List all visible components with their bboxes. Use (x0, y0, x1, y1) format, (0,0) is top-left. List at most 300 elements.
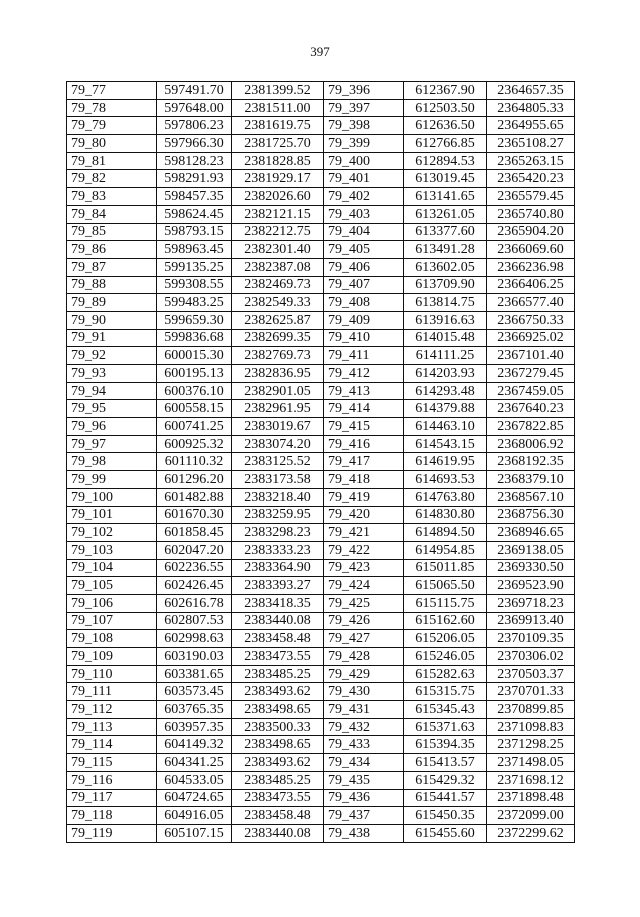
cell-point-id-right: 79_436 (324, 789, 404, 807)
cell-x-left: 599308.55 (157, 276, 232, 294)
table-row (67, 418, 575, 436)
table-row (67, 453, 575, 471)
cell-y-right: 2365420.23 (487, 170, 575, 188)
cell-point-id-left: 79_115 (67, 754, 157, 772)
cell-point-id-left: 79_110 (67, 665, 157, 683)
cell-x-right: 615282.63 (404, 665, 487, 683)
cell-x-right: 614379.88 (404, 400, 487, 418)
cell-y-right: 2364805.33 (487, 99, 575, 117)
table-row (67, 223, 575, 241)
cell-y-right: 2365579.45 (487, 188, 575, 206)
table-row (67, 329, 575, 347)
cell-x-right: 615065.50 (404, 577, 487, 595)
cell-point-id-left: 79_87 (67, 258, 157, 276)
cell-x-right: 613814.75 (404, 294, 487, 312)
cell-point-id-right: 79_421 (324, 524, 404, 542)
cell-x-left: 604724.65 (157, 789, 232, 807)
table-row (67, 241, 575, 259)
cell-x-left: 600195.13 (157, 365, 232, 383)
cell-point-id-right: 79_410 (324, 329, 404, 347)
cell-point-id-left: 79_119 (67, 824, 157, 842)
cell-x-left: 602236.55 (157, 559, 232, 577)
cell-x-left: 598624.45 (157, 205, 232, 223)
cell-point-id-right: 79_425 (324, 594, 404, 612)
cell-point-id-right: 79_423 (324, 559, 404, 577)
cell-x-right: 615115.75 (404, 594, 487, 612)
cell-point-id-right: 79_428 (324, 648, 404, 666)
cell-y-right: 2368006.92 (487, 435, 575, 453)
cell-y-left: 2383333.23 (232, 541, 324, 559)
cell-x-right: 613916.63 (404, 311, 487, 329)
cell-point-id-left: 79_95 (67, 400, 157, 418)
cell-y-left: 2383485.25 (232, 771, 324, 789)
cell-y-left: 2383440.08 (232, 824, 324, 842)
cell-y-right: 2366236.98 (487, 258, 575, 276)
cell-point-id-left: 79_77 (67, 82, 157, 100)
table-row (67, 665, 575, 683)
cell-point-id-left: 79_112 (67, 701, 157, 719)
cell-y-left: 2382387.08 (232, 258, 324, 276)
cell-y-right: 2370306.02 (487, 648, 575, 666)
cell-point-id-right: 79_414 (324, 400, 404, 418)
cell-point-id-left: 79_82 (67, 170, 157, 188)
cell-point-id-left: 79_97 (67, 435, 157, 453)
cell-point-id-left: 79_94 (67, 382, 157, 400)
cell-point-id-right: 79_417 (324, 453, 404, 471)
cell-x-left: 599659.30 (157, 311, 232, 329)
cell-point-id-right: 79_416 (324, 435, 404, 453)
cell-y-right: 2365263.15 (487, 152, 575, 170)
cell-point-id-right: 79_431 (324, 701, 404, 719)
cell-x-left: 598963.45 (157, 241, 232, 259)
table-row (67, 258, 575, 276)
cell-x-right: 615455.60 (404, 824, 487, 842)
cell-point-id-right: 79_399 (324, 135, 404, 153)
cell-y-left: 2383418.35 (232, 594, 324, 612)
cell-point-id-right: 79_396 (324, 82, 404, 100)
cell-point-id-left: 79_105 (67, 577, 157, 595)
cell-y-left: 2383218.40 (232, 488, 324, 506)
cell-x-left: 604916.05 (157, 807, 232, 825)
cell-point-id-right: 79_404 (324, 223, 404, 241)
cell-point-id-left: 79_107 (67, 612, 157, 630)
cell-x-left: 602616.78 (157, 594, 232, 612)
cell-y-left: 2382212.75 (232, 223, 324, 241)
cell-point-id-left: 79_114 (67, 736, 157, 754)
cell-x-right: 614954.85 (404, 541, 487, 559)
cell-x-left: 604533.05 (157, 771, 232, 789)
cell-point-id-right: 79_424 (324, 577, 404, 595)
cell-x-left: 602047.20 (157, 541, 232, 559)
cell-y-left: 2382549.33 (232, 294, 324, 312)
cell-x-left: 597491.70 (157, 82, 232, 100)
cell-y-right: 2369913.40 (487, 612, 575, 630)
cell-y-right: 2367822.85 (487, 418, 575, 436)
cell-point-id-left: 79_85 (67, 223, 157, 241)
cell-y-right: 2370701.33 (487, 683, 575, 701)
cell-x-left: 598793.15 (157, 223, 232, 241)
cell-y-right: 2371898.48 (487, 789, 575, 807)
cell-y-left: 2382901.05 (232, 382, 324, 400)
cell-x-right: 614830.80 (404, 506, 487, 524)
cell-y-right: 2365740.80 (487, 205, 575, 223)
cell-x-right: 614894.50 (404, 524, 487, 542)
cell-point-id-right: 79_406 (324, 258, 404, 276)
cell-y-left: 2383364.90 (232, 559, 324, 577)
page-number: 397 (310, 44, 330, 59)
cell-y-left: 2382121.15 (232, 205, 324, 223)
cell-y-left: 2383440.08 (232, 612, 324, 630)
cell-x-right: 614463.10 (404, 418, 487, 436)
cell-x-left: 598128.23 (157, 152, 232, 170)
cell-y-left: 2383500.33 (232, 718, 324, 736)
cell-x-right: 613377.60 (404, 223, 487, 241)
cell-y-left: 2382026.60 (232, 188, 324, 206)
cell-point-id-left: 79_113 (67, 718, 157, 736)
cell-point-id-right: 79_430 (324, 683, 404, 701)
cell-point-id-left: 79_80 (67, 135, 157, 153)
cell-point-id-right: 79_407 (324, 276, 404, 294)
cell-y-left: 2383493.62 (232, 754, 324, 772)
cell-x-left: 601482.88 (157, 488, 232, 506)
cell-x-left: 603765.35 (157, 701, 232, 719)
cell-point-id-left: 79_104 (67, 559, 157, 577)
cell-y-right: 2371498.05 (487, 754, 575, 772)
cell-point-id-left: 79_118 (67, 807, 157, 825)
cell-y-right: 2368756.30 (487, 506, 575, 524)
table-row (67, 612, 575, 630)
cell-point-id-left: 79_81 (67, 152, 157, 170)
table-row (67, 824, 575, 842)
cell-y-left: 2381725.70 (232, 135, 324, 153)
cell-x-left: 598457.35 (157, 188, 232, 206)
cell-x-right: 615371.63 (404, 718, 487, 736)
cell-point-id-right: 79_401 (324, 170, 404, 188)
cell-point-id-left: 79_111 (67, 683, 157, 701)
table-row (67, 718, 575, 736)
cell-point-id-left: 79_101 (67, 506, 157, 524)
table-row (67, 807, 575, 825)
cell-point-id-left: 79_90 (67, 311, 157, 329)
cell-y-right: 2368192.35 (487, 453, 575, 471)
cell-point-id-right: 79_400 (324, 152, 404, 170)
cell-point-id-right: 79_402 (324, 188, 404, 206)
table-row (67, 577, 575, 595)
cell-x-left: 602426.45 (157, 577, 232, 595)
cell-x-right: 615206.05 (404, 630, 487, 648)
cell-y-left: 2382625.87 (232, 311, 324, 329)
table-row (67, 524, 575, 542)
table-row (67, 506, 575, 524)
cell-y-left: 2383493.62 (232, 683, 324, 701)
cell-x-right: 615450.35 (404, 807, 487, 825)
cell-y-left: 2383019.67 (232, 418, 324, 436)
table-row (67, 382, 575, 400)
cell-y-left: 2382961.95 (232, 400, 324, 418)
table-row (67, 541, 575, 559)
cell-x-right: 615246.05 (404, 648, 487, 666)
cell-x-right: 612894.53 (404, 152, 487, 170)
coordinates-table (66, 81, 575, 843)
cell-point-id-left: 79_89 (67, 294, 157, 312)
cell-x-left: 601670.30 (157, 506, 232, 524)
cell-y-right: 2366069.60 (487, 241, 575, 259)
cell-y-left: 2383458.48 (232, 807, 324, 825)
cell-point-id-left: 79_99 (67, 471, 157, 489)
cell-point-id-right: 79_437 (324, 807, 404, 825)
cell-x-right: 612503.50 (404, 99, 487, 117)
cell-y-right: 2371098.83 (487, 718, 575, 736)
cell-x-right: 615345.43 (404, 701, 487, 719)
cell-point-id-right: 79_429 (324, 665, 404, 683)
cell-y-right: 2369718.23 (487, 594, 575, 612)
cell-y-left: 2382469.73 (232, 276, 324, 294)
cell-point-id-left: 79_102 (67, 524, 157, 542)
cell-y-right: 2371698.12 (487, 771, 575, 789)
cell-x-left: 604149.32 (157, 736, 232, 754)
cell-x-right: 613019.45 (404, 170, 487, 188)
cell-y-left: 2383498.65 (232, 736, 324, 754)
cell-x-left: 599836.68 (157, 329, 232, 347)
cell-point-id-right: 79_434 (324, 754, 404, 772)
cell-x-right: 613141.65 (404, 188, 487, 206)
cell-x-left: 601858.45 (157, 524, 232, 542)
cell-x-right: 613602.05 (404, 258, 487, 276)
cell-x-left: 603573.45 (157, 683, 232, 701)
cell-point-id-left: 79_98 (67, 453, 157, 471)
cell-y-left: 2383173.58 (232, 471, 324, 489)
cell-point-id-right: 79_426 (324, 612, 404, 630)
cell-point-id-right: 79_435 (324, 771, 404, 789)
cell-y-right: 2370503.37 (487, 665, 575, 683)
cell-y-left: 2382699.35 (232, 329, 324, 347)
cell-y-right: 2365108.27 (487, 135, 575, 153)
cell-x-left: 604341.25 (157, 754, 232, 772)
cell-y-right: 2366406.25 (487, 276, 575, 294)
cell-x-left: 597648.00 (157, 99, 232, 117)
cell-point-id-left: 79_84 (67, 205, 157, 223)
cell-x-left: 597806.23 (157, 117, 232, 135)
cell-point-id-right: 79_403 (324, 205, 404, 223)
cell-x-right: 614203.93 (404, 365, 487, 383)
cell-y-right: 2369138.05 (487, 541, 575, 559)
table-row (67, 347, 575, 365)
table-row (67, 117, 575, 135)
cell-y-left: 2383485.25 (232, 665, 324, 683)
cell-y-right: 2371298.25 (487, 736, 575, 754)
table-body (67, 82, 575, 843)
table-row (67, 294, 575, 312)
cell-y-left: 2382769.73 (232, 347, 324, 365)
cell-x-right: 614293.48 (404, 382, 487, 400)
table-row (67, 152, 575, 170)
table-row (67, 276, 575, 294)
cell-y-left: 2383393.27 (232, 577, 324, 595)
cell-y-left: 2382301.40 (232, 241, 324, 259)
cell-x-left: 597966.30 (157, 135, 232, 153)
cell-y-right: 2366750.33 (487, 311, 575, 329)
cell-y-right: 2366577.40 (487, 294, 575, 312)
cell-x-right: 614111.25 (404, 347, 487, 365)
table-row (67, 683, 575, 701)
table-row (67, 559, 575, 577)
table-row (67, 754, 575, 772)
cell-x-left: 603381.65 (157, 665, 232, 683)
cell-point-id-left: 79_100 (67, 488, 157, 506)
cell-x-left: 600558.15 (157, 400, 232, 418)
cell-y-right: 2364955.65 (487, 117, 575, 135)
cell-x-left: 602807.53 (157, 612, 232, 630)
cell-point-id-right: 79_412 (324, 365, 404, 383)
cell-x-left: 603190.03 (157, 648, 232, 666)
cell-y-left: 2383298.23 (232, 524, 324, 542)
table-row (67, 471, 575, 489)
cell-y-right: 2369523.90 (487, 577, 575, 595)
cell-y-right: 2367640.23 (487, 400, 575, 418)
cell-point-id-right: 79_397 (324, 99, 404, 117)
cell-y-right: 2364657.35 (487, 82, 575, 100)
cell-point-id-right: 79_422 (324, 541, 404, 559)
cell-point-id-left: 79_96 (67, 418, 157, 436)
cell-y-right: 2368379.10 (487, 471, 575, 489)
cell-point-id-right: 79_419 (324, 488, 404, 506)
cell-y-right: 2368567.10 (487, 488, 575, 506)
cell-point-id-left: 79_106 (67, 594, 157, 612)
cell-y-left: 2381399.52 (232, 82, 324, 100)
cell-y-left: 2383125.52 (232, 453, 324, 471)
cell-y-right: 2367459.05 (487, 382, 575, 400)
table-row (67, 736, 575, 754)
table-row (67, 205, 575, 223)
cell-point-id-right: 79_433 (324, 736, 404, 754)
cell-point-id-left: 79_93 (67, 365, 157, 383)
cell-x-right: 613491.28 (404, 241, 487, 259)
table-row (67, 82, 575, 100)
table-row (67, 188, 575, 206)
cell-x-left: 605107.15 (157, 824, 232, 842)
cell-y-right: 2372299.62 (487, 824, 575, 842)
cell-point-id-left: 79_103 (67, 541, 157, 559)
cell-point-id-right: 79_413 (324, 382, 404, 400)
cell-point-id-right: 79_415 (324, 418, 404, 436)
cell-y-left: 2383473.55 (232, 789, 324, 807)
cell-point-id-left: 79_79 (67, 117, 157, 135)
cell-point-id-right: 79_398 (324, 117, 404, 135)
cell-point-id-left: 79_116 (67, 771, 157, 789)
cell-x-right: 615315.75 (404, 683, 487, 701)
cell-x-right: 615413.57 (404, 754, 487, 772)
cell-x-right: 615394.35 (404, 736, 487, 754)
table-row (67, 630, 575, 648)
table-row (67, 311, 575, 329)
cell-y-left: 2383458.48 (232, 630, 324, 648)
cell-y-right: 2369330.50 (487, 559, 575, 577)
cell-point-id-left: 79_92 (67, 347, 157, 365)
table-row (67, 594, 575, 612)
cell-point-id-left: 79_88 (67, 276, 157, 294)
cell-x-left: 601296.20 (157, 471, 232, 489)
table-row (67, 170, 575, 188)
cell-x-right: 614543.15 (404, 435, 487, 453)
cell-y-right: 2370109.35 (487, 630, 575, 648)
cell-y-left: 2381619.75 (232, 117, 324, 135)
cell-x-left: 601110.32 (157, 453, 232, 471)
cell-point-id-right: 79_418 (324, 471, 404, 489)
cell-point-id-left: 79_91 (67, 329, 157, 347)
cell-point-id-right: 79_408 (324, 294, 404, 312)
table-row (67, 771, 575, 789)
cell-point-id-right: 79_427 (324, 630, 404, 648)
cell-y-right: 2367101.40 (487, 347, 575, 365)
cell-y-right: 2365904.20 (487, 223, 575, 241)
table-row (67, 135, 575, 153)
cell-x-right: 615162.60 (404, 612, 487, 630)
cell-x-left: 600925.32 (157, 435, 232, 453)
cell-point-id-right: 79_409 (324, 311, 404, 329)
cell-point-id-right: 79_432 (324, 718, 404, 736)
cell-x-right: 612636.50 (404, 117, 487, 135)
cell-y-left: 2383074.20 (232, 435, 324, 453)
cell-x-right: 613709.90 (404, 276, 487, 294)
cell-x-right: 615011.85 (404, 559, 487, 577)
cell-point-id-right: 79_420 (324, 506, 404, 524)
cell-x-right: 614763.80 (404, 488, 487, 506)
cell-point-id-left: 79_78 (67, 99, 157, 117)
cell-y-left: 2383498.65 (232, 701, 324, 719)
cell-y-left: 2382836.95 (232, 365, 324, 383)
cell-y-right: 2368946.65 (487, 524, 575, 542)
cell-y-left: 2381511.00 (232, 99, 324, 117)
cell-y-left: 2383259.95 (232, 506, 324, 524)
cell-x-left: 600015.30 (157, 347, 232, 365)
cell-y-left: 2381929.17 (232, 170, 324, 188)
cell-x-right: 615429.32 (404, 771, 487, 789)
cell-point-id-left: 79_108 (67, 630, 157, 648)
cell-x-left: 599135.25 (157, 258, 232, 276)
cell-point-id-right: 79_411 (324, 347, 404, 365)
cell-x-right: 615441.57 (404, 789, 487, 807)
cell-x-right: 614693.53 (404, 471, 487, 489)
cell-point-id-left: 79_83 (67, 188, 157, 206)
table-row (67, 789, 575, 807)
cell-y-right: 2366925.02 (487, 329, 575, 347)
cell-point-id-left: 79_109 (67, 648, 157, 666)
cell-x-right: 612367.90 (404, 82, 487, 100)
cell-point-id-right: 79_405 (324, 241, 404, 259)
cell-x-left: 600376.10 (157, 382, 232, 400)
cell-x-right: 614619.95 (404, 453, 487, 471)
cell-point-id-left: 79_86 (67, 241, 157, 259)
cell-x-right: 612766.85 (404, 135, 487, 153)
cell-x-left: 599483.25 (157, 294, 232, 312)
cell-x-left: 603957.35 (157, 718, 232, 736)
table-row (67, 400, 575, 418)
cell-x-right: 614015.48 (404, 329, 487, 347)
table-row (67, 701, 575, 719)
cell-x-left: 602998.63 (157, 630, 232, 648)
table-row (67, 488, 575, 506)
cell-point-id-left: 79_117 (67, 789, 157, 807)
cell-y-right: 2370899.85 (487, 701, 575, 719)
cell-x-right: 613261.05 (404, 205, 487, 223)
cell-y-left: 2383473.55 (232, 648, 324, 666)
table-row (67, 648, 575, 666)
cell-y-right: 2367279.45 (487, 365, 575, 383)
cell-point-id-right: 79_438 (324, 824, 404, 842)
cell-x-left: 600741.25 (157, 418, 232, 436)
cell-y-left: 2381828.85 (232, 152, 324, 170)
table-row (67, 365, 575, 383)
